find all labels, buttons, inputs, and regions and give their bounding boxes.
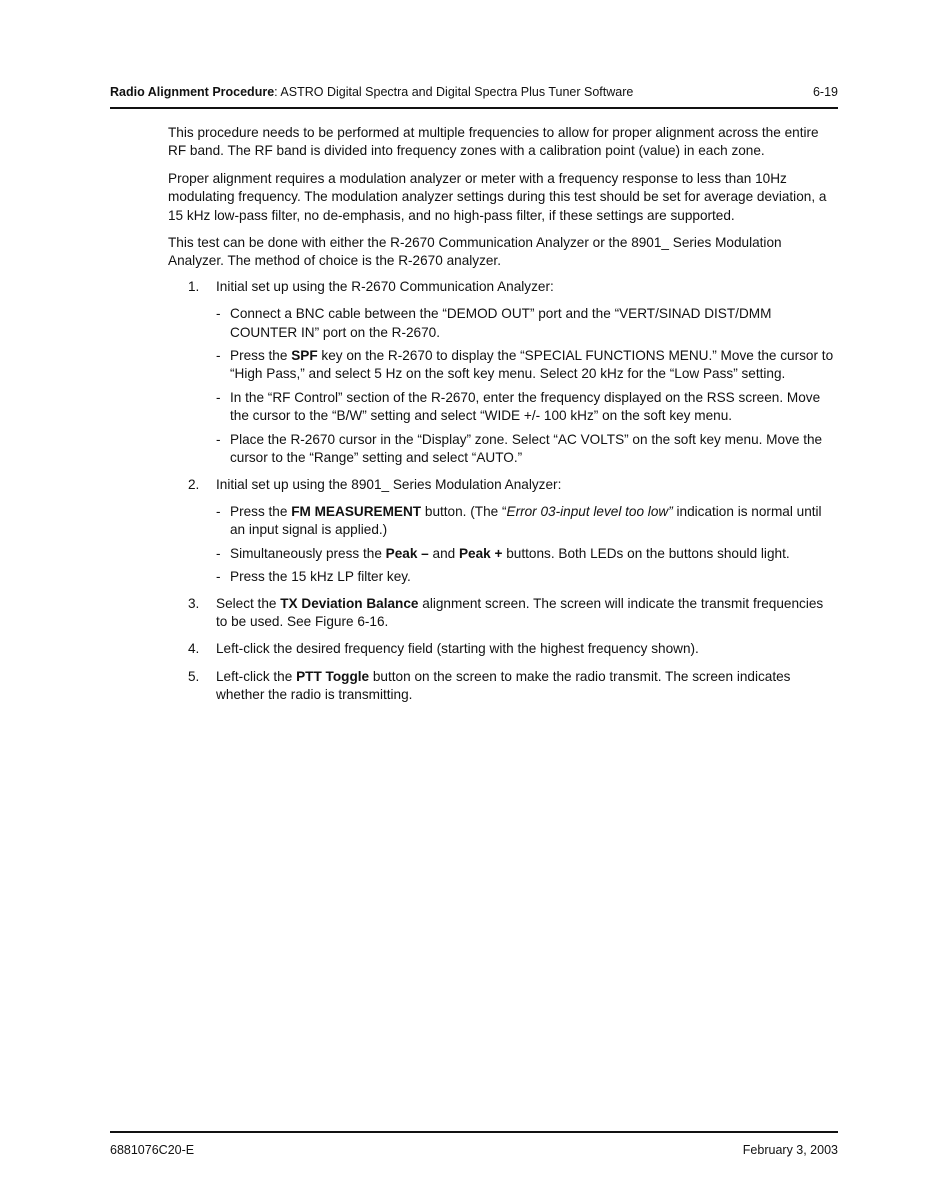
- step-text-part: alignment screen. The screen will indicate the transmit frequencies to be used. See Figure 6-16.: [216, 595, 824, 629]
- step-3: [168, 595, 838, 632]
- document-number: 6881076C20-E: [110, 1143, 195, 1157]
- intro-paragraph-2: Proper alignment requires a modulation analyzer or meter with a frequency response to less than 10Hz modulating frequency. The modulation analyzer settings during this test should be set for average deviation, a 15 kHz low-pass filter, no de-emphasis, and no high-pass filter, if these settings are supported.: [168, 170, 827, 223]
- step-number: 4.: [188, 641, 200, 657]
- substep-text: buttons. Both LEDs on the buttons should light.: [502, 545, 790, 561]
- publication-date: February 3, 2003: [742, 1143, 838, 1157]
- step-text-part: button on the screen to make the radio transmit. The screen indicates whether the radio is transmitting.: [216, 668, 791, 703]
- spf-key-label: SPF: [291, 348, 318, 364]
- fm-measurement-label: FM MEASUREMENT: [291, 503, 422, 519]
- footer-rule: [110, 1131, 838, 1133]
- intro-paragraph-3: This test can be done with either the R-2670 Communication Analyzer or the 8901_ Series Modulation Analyzer. The method of choice is the R-2670 analyzer.: [168, 235, 782, 269]
- dash-bullet: -: [216, 306, 221, 322]
- page-number: 6-19: [812, 85, 838, 99]
- step-number: 3.: [188, 595, 200, 611]
- header-title-bold: Radio Alignment Procedure: [110, 85, 275, 99]
- page-header: [110, 83, 838, 101]
- substep-text: indication is normal until an input signal is applied.): [230, 503, 822, 538]
- dash-bullet: -: [216, 545, 221, 561]
- step-2-substep-3: [216, 568, 838, 586]
- error-message-text: Error 03-input level too low”: [506, 503, 673, 519]
- dash-bullet: -: [216, 431, 221, 447]
- substep-text: Connect a BNC cable between the “DEMOD OUT” port and the “VERT/SINAD DIST/DMM COUNTER IN” port on the R-2670.: [230, 306, 772, 340]
- step-text: Initial set up using the 8901_ Series Modulation Analyzer:: [216, 476, 562, 492]
- step-number: 2.: [188, 476, 200, 492]
- step-text-part: Select the: [216, 595, 281, 611]
- procedure-steps: [168, 278, 838, 705]
- substep-text: In the “RF Control” section of the R-2670, enter the frequency displayed on the RSS screen. Move the cursor to the “B/W” setting and select “WIDE +/- 100 kHz” on the soft key menu.: [230, 389, 821, 424]
- substep-text: Press the: [230, 348, 292, 364]
- substep-text: Press the: [230, 503, 292, 519]
- tx-deviation-balance-label: TX Deviation Balance: [280, 595, 419, 611]
- intro-paragraph-1: This procedure needs to be performed at multiple frequencies to allow for proper alignment across the entire RF band. The RF band is divided into frequency zones with a calibration point (value) in each zone.: [168, 125, 819, 159]
- step-text-part: Left-click the: [216, 668, 297, 684]
- step-5: [168, 668, 838, 705]
- page-footer: [110, 1141, 838, 1159]
- step-text: [216, 595, 838, 632]
- substep-text: Press the 15 kHz LP filter key.: [230, 569, 411, 585]
- dash-bullet: -: [216, 348, 221, 364]
- header-title-rest: : ASTRO Digital Spectra and Digital Spectra Plus Tuner Software: [274, 85, 634, 99]
- page-body: [168, 124, 838, 714]
- header-rule: [110, 107, 838, 109]
- dash-bullet: -: [216, 503, 221, 519]
- substep-text: Place the R-2670 cursor in the “Display” zone. Select “AC VOLTS” on the soft key menu. Move the cursor to the “Range” setting and select “AUTO.”: [230, 431, 823, 466]
- step-1-substep-3: [216, 389, 838, 426]
- dash-bullet: -: [216, 569, 221, 585]
- ptt-toggle-label: PTT Toggle: [296, 668, 370, 684]
- substep-text: key on the R-2670 to display the “SPECIAL FUNCTIONS MENU.” Move the cursor to “High Pass,” and select 5 Hz on the soft key menu. Select 20 kHz for the “Low Pass” setting.: [230, 348, 834, 382]
- substep-text: button. (The “: [421, 503, 507, 519]
- step-text: Left-click the desired frequency field (starting with the highest frequency shown).: [216, 641, 699, 657]
- step-text: Initial set up using the R-2670 Communication Analyzer:: [216, 278, 554, 294]
- peak-plus-label: Peak +: [458, 545, 503, 561]
- step-1: [168, 278, 838, 296]
- step-2-substep-2: [216, 545, 838, 563]
- step-2: [168, 476, 838, 494]
- dash-bullet: -: [216, 389, 221, 405]
- step-number: 1.: [188, 278, 200, 294]
- substep-text: and: [428, 545, 459, 561]
- step-text: [216, 668, 838, 705]
- step-4: [168, 640, 838, 658]
- step-1-substep-2: [216, 347, 838, 384]
- step-1-substep-1: [216, 305, 838, 342]
- step-number: 5.: [188, 668, 200, 684]
- step-2-substep-1: [216, 503, 838, 540]
- peak-minus-label: Peak –: [385, 545, 429, 561]
- substep-text: Simultaneously press the: [230, 545, 386, 561]
- step-1-substep-4: [216, 431, 838, 468]
